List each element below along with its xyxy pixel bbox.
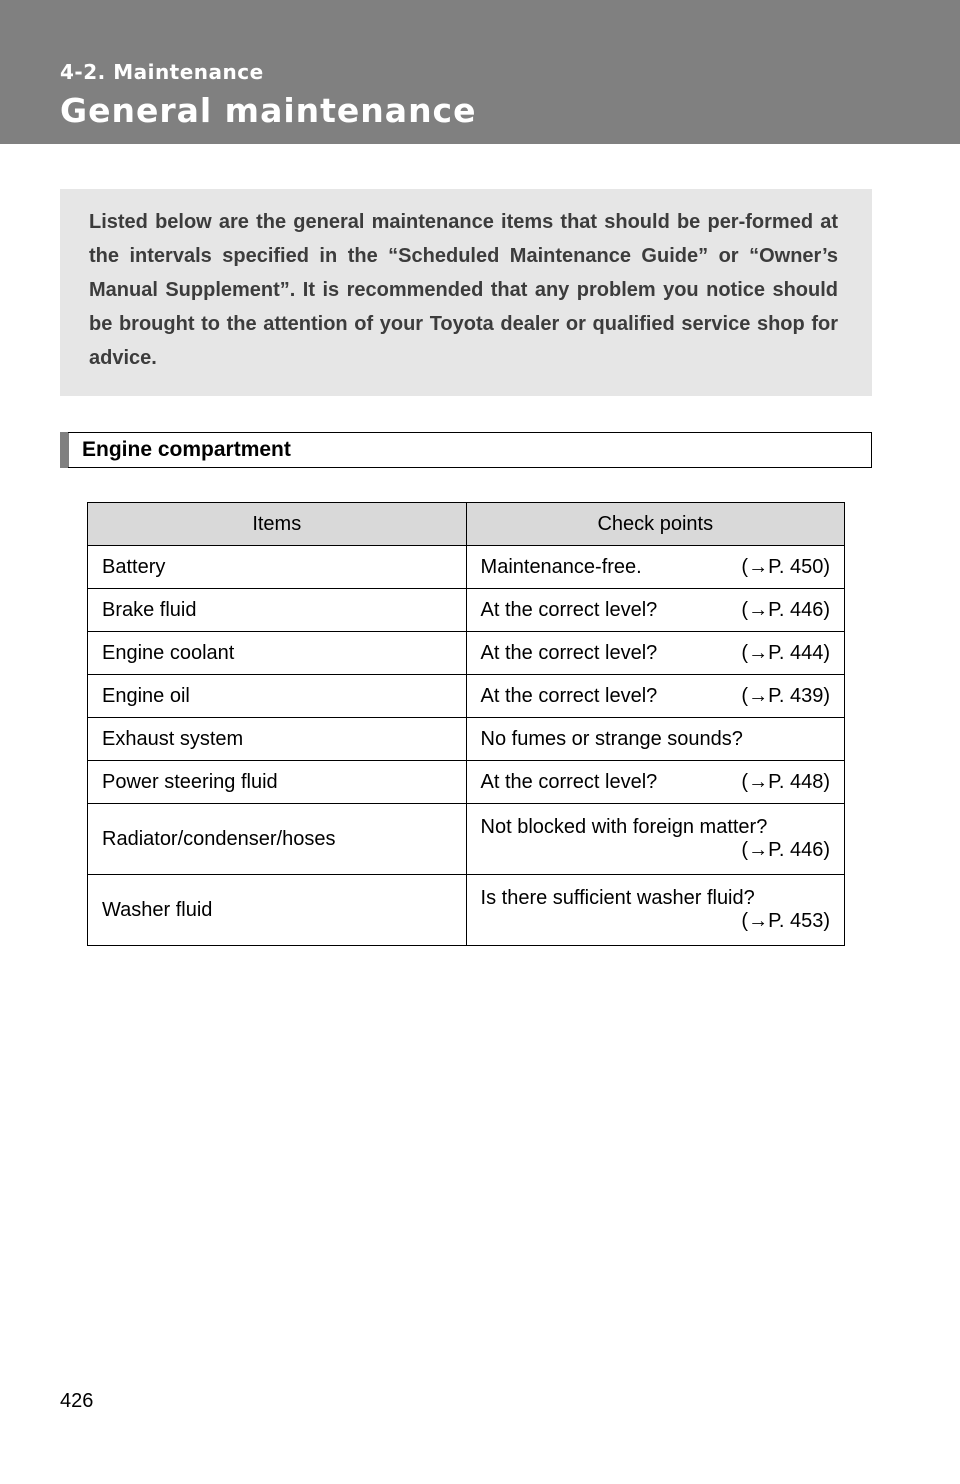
item-cell: Exhaust system (88, 718, 467, 761)
item-cell: Power steering fluid (88, 761, 467, 804)
item-cell: Radiator/condenser/hoses (88, 804, 467, 875)
item-cell: Washer fluid (88, 875, 467, 946)
check-cell (466, 761, 844, 804)
page-reference: (→P. 446) (741, 598, 830, 621)
check-text: At the correct level? (480, 770, 658, 793)
check-text: At the correct level? (480, 598, 658, 621)
check-cell: No fumes or strange sounds? (466, 718, 844, 761)
table-row (88, 718, 845, 761)
item-cell: Engine oil (88, 675, 467, 718)
column-header-items: Items (88, 503, 467, 546)
table-row (88, 761, 845, 804)
check-cell (466, 632, 844, 675)
check-cell (466, 875, 844, 946)
check-text: Maintenance-free. (480, 555, 642, 578)
table-row (88, 546, 845, 589)
intro-box (60, 189, 872, 396)
subheading-engine-compartment: Engine compartment (68, 432, 872, 468)
maintenance-table (87, 502, 845, 946)
check-text: At the correct level? (480, 641, 658, 664)
page-reference: (→P. 450) (741, 555, 830, 578)
page-reference: (→P. 448) (741, 770, 830, 793)
item-cell: Engine coolant (88, 632, 467, 675)
page-reference: (→P. 453) (741, 910, 830, 932)
check-cell (466, 546, 844, 589)
table-row (88, 589, 845, 632)
page-number: 426 (60, 1390, 94, 1412)
item-cell: Brake fluid (88, 589, 467, 632)
item-cell: Battery (88, 546, 467, 589)
check-cell (466, 675, 844, 718)
check-cell (466, 589, 844, 632)
page-reference: (→P. 439) (741, 684, 830, 707)
table-row (88, 675, 845, 718)
table-row (88, 875, 845, 946)
table-row (88, 632, 845, 675)
intro-text: Listed below are the general maintenance items that should be per-formed at the intervals specified in the “Scheduled Maintenance Guide” or “Owner’s Manual Supplement”. It is recommended that any problem you notice should be brought to the attention of your Toyota dealer or qualified service shop for advice. (89, 211, 838, 369)
table-row (88, 804, 845, 875)
page-title: General maintenance (60, 91, 477, 130)
check-text: Is there sufficient washer fluid? (480, 887, 755, 909)
page-reference: (→P. 444) (741, 641, 830, 664)
check-cell (466, 804, 844, 875)
table-header-row (88, 503, 845, 546)
check-text: Not blocked with foreign matter? (480, 816, 768, 838)
column-header-check-points: Check points (466, 503, 844, 546)
page-reference: (→P. 446) (741, 839, 830, 861)
check-text: At the correct level? (480, 684, 658, 707)
section-label: 4-2. Maintenance (60, 60, 264, 84)
chapter-header (0, 0, 960, 144)
